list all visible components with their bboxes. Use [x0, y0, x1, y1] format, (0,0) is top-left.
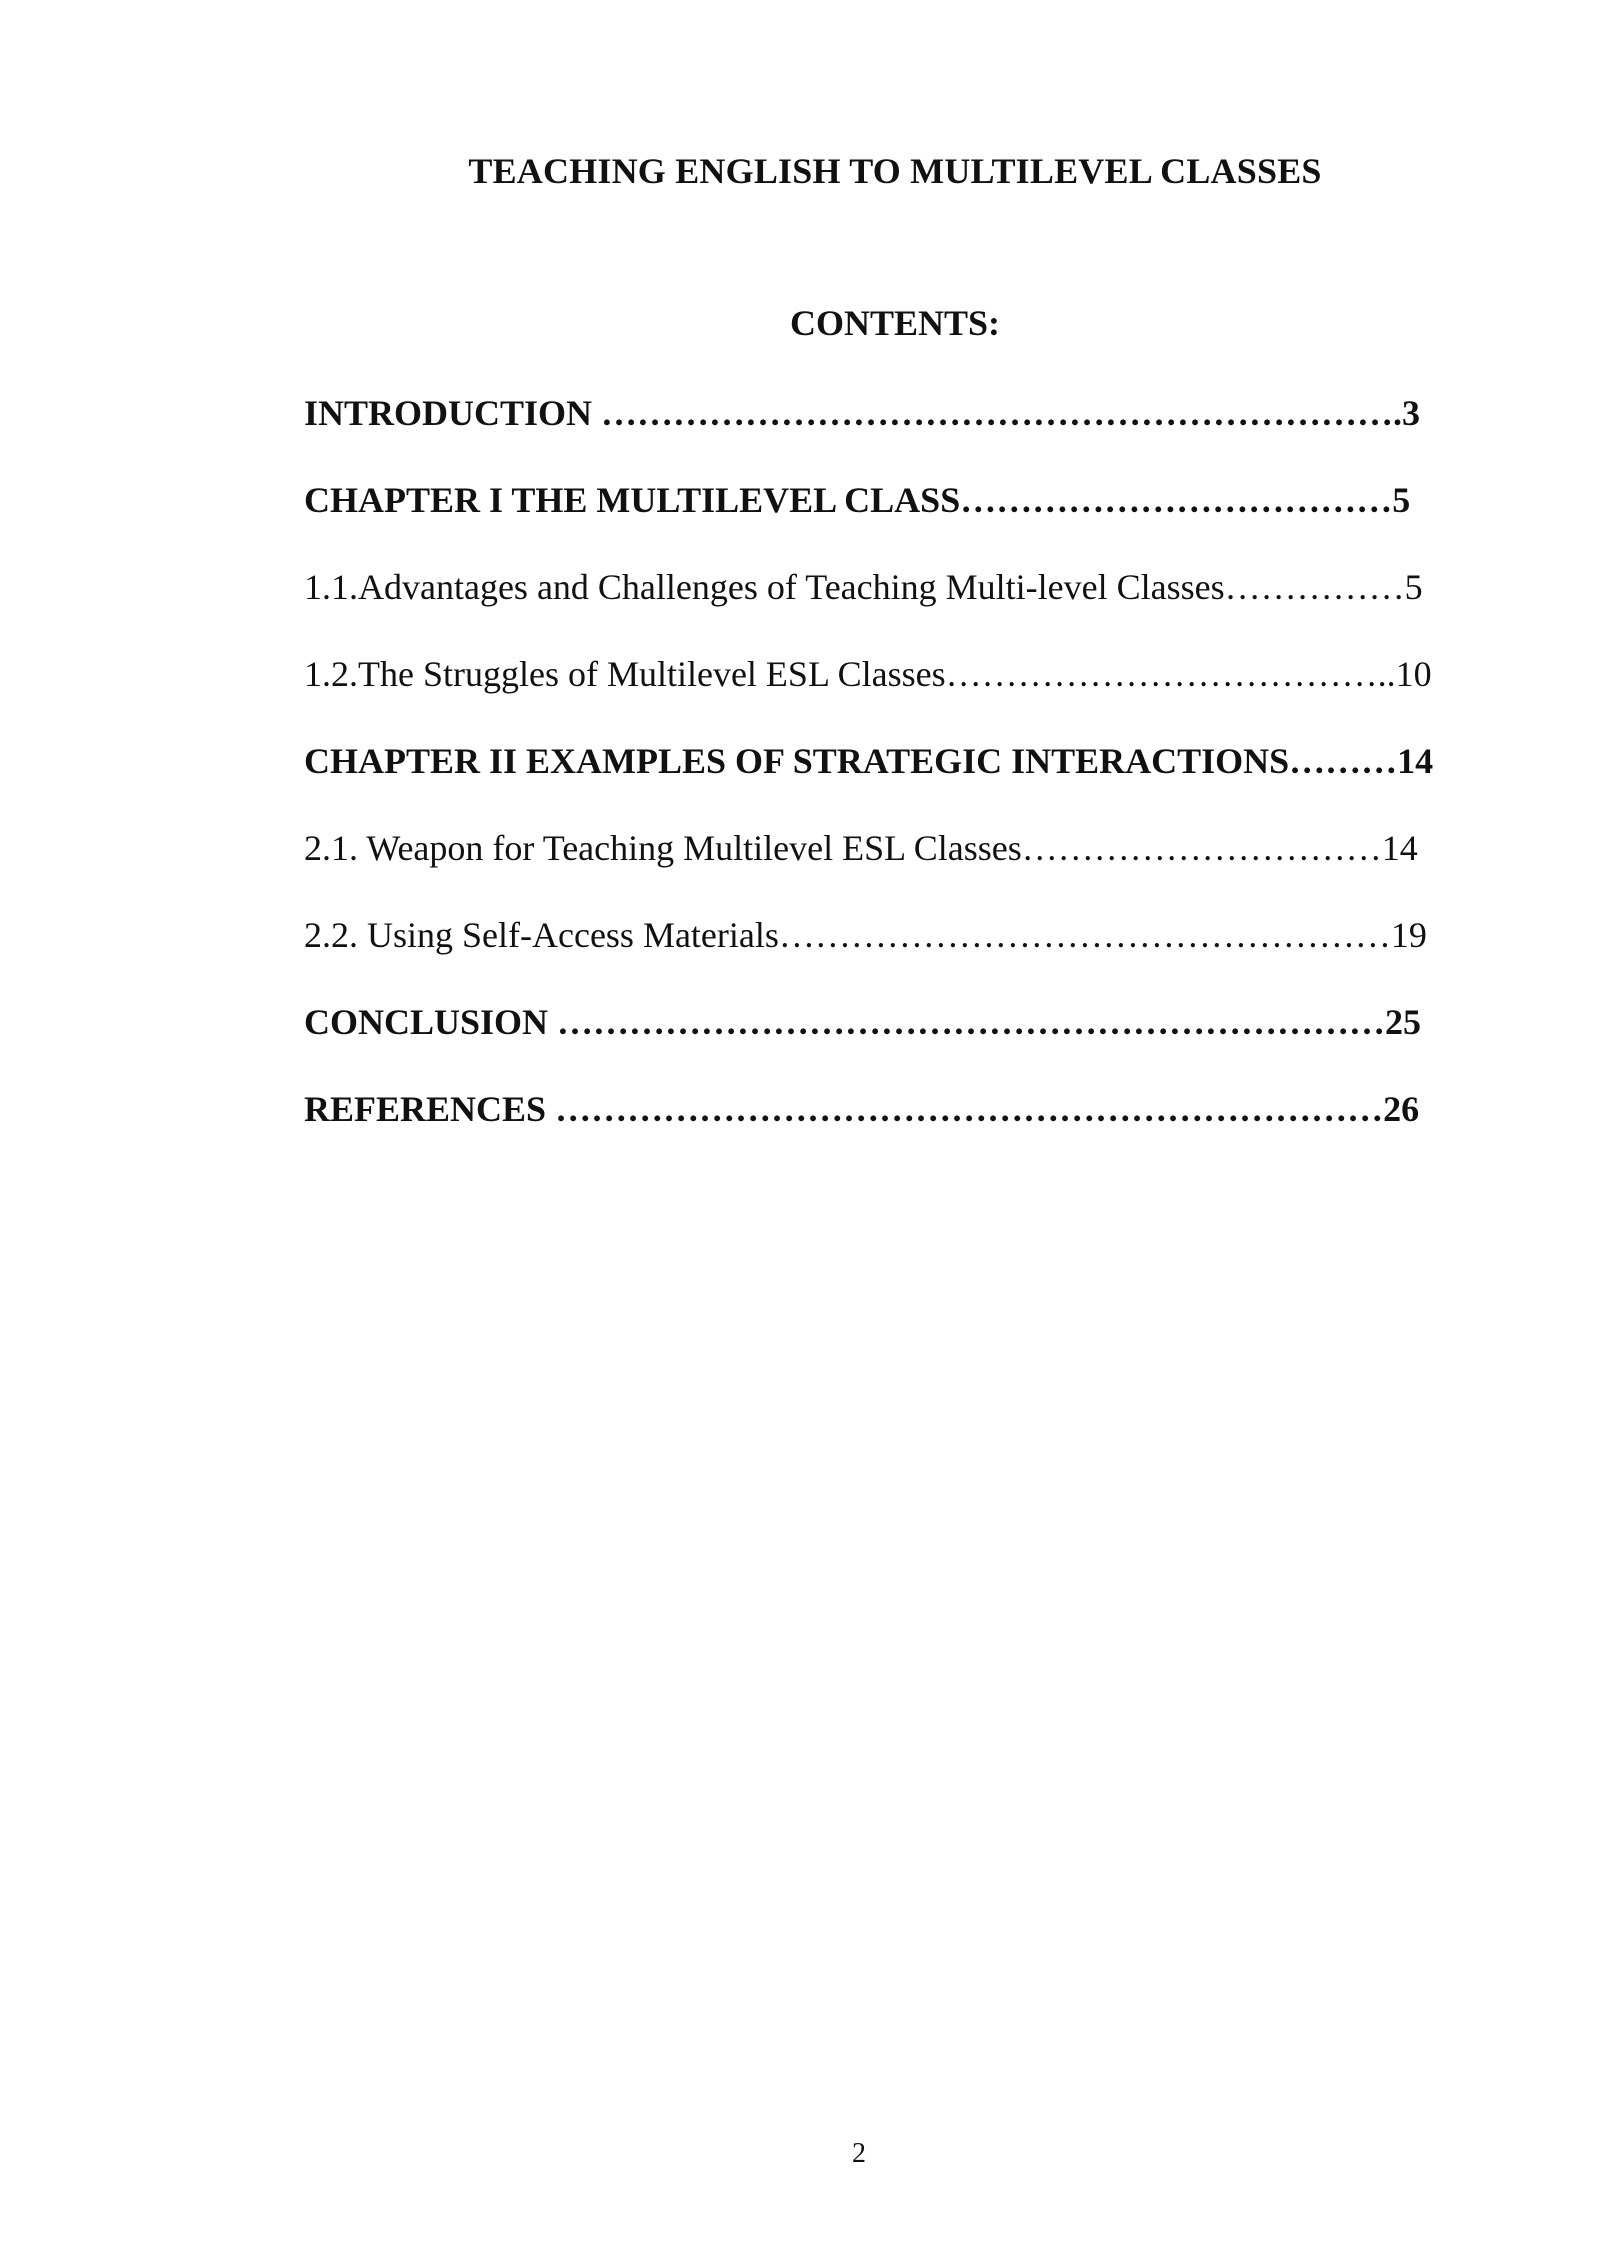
toc-leader: ………	[1289, 741, 1398, 781]
toc-page: 19	[1390, 915, 1427, 955]
toc-entry-conclusion	[304, 997, 1504, 1084]
toc-page: 5	[1404, 567, 1423, 607]
toc-leader: …………………………………………………………	[601, 393, 1394, 433]
toc-label: 2.1. Weapon for Teaching Multilevel ESL Classes	[304, 828, 1022, 868]
toc-page: 26	[1383, 1089, 1420, 1129]
toc-page: 5	[1392, 480, 1411, 520]
toc-page: 25	[1385, 1002, 1422, 1042]
toc-label: 1.2.The Struggles of Multilevel ESL Classes	[304, 654, 946, 694]
toc-page: 10	[1395, 654, 1432, 694]
toc-label: CHAPTER II EXAMPLES OF STRATEGIC INTERACTIONS	[304, 741, 1290, 781]
toc-label: 1.1.Advantages and Challenges of Teaching Multi-level Classes	[304, 567, 1225, 607]
toc-entry-section-1-2	[304, 649, 1504, 736]
toc-label: CONCLUSION	[304, 1002, 558, 1042]
toc-page: 14	[1397, 741, 1434, 781]
document-title: TEACHING ENGLISH TO MULTILEVEL CLASSES	[468, 151, 1322, 191]
toc-leader: ……………………………………………………………	[557, 1002, 1386, 1042]
toc-entry-chapter-2	[304, 736, 1504, 823]
toc-leader: ……………………………………………	[778, 915, 1391, 955]
toc-label: 2.2. Using Self-Access Materials	[304, 915, 779, 955]
table-of-contents	[304, 388, 1504, 1171]
toc-leader: ……………	[1224, 567, 1405, 607]
toc-entry-introduction	[304, 388, 1504, 475]
toc-leader: ……………………………………………………………	[555, 1089, 1384, 1129]
toc-label: CHAPTER I THE MULTILEVEL CLASS	[304, 480, 961, 520]
toc-leader: ………………………………	[960, 480, 1393, 520]
toc-entry-references	[304, 1084, 1504, 1171]
contents-heading: CONTENTS:	[789, 303, 1001, 343]
page-number: 2	[852, 2138, 866, 2169]
toc-label: INTRODUCTION	[304, 393, 602, 433]
toc-entry-section-2-2	[304, 910, 1504, 997]
toc-label: REFERENCES	[304, 1089, 556, 1129]
toc-page: .3	[1393, 393, 1421, 433]
toc-page: 14	[1381, 828, 1418, 868]
toc-entry-section-1-1	[304, 562, 1504, 649]
toc-entry-section-2-1	[304, 823, 1504, 910]
toc-entry-chapter-1	[304, 475, 1504, 562]
toc-leader: …………………………	[1021, 828, 1382, 868]
toc-leader: ………………………………..	[945, 654, 1396, 694]
